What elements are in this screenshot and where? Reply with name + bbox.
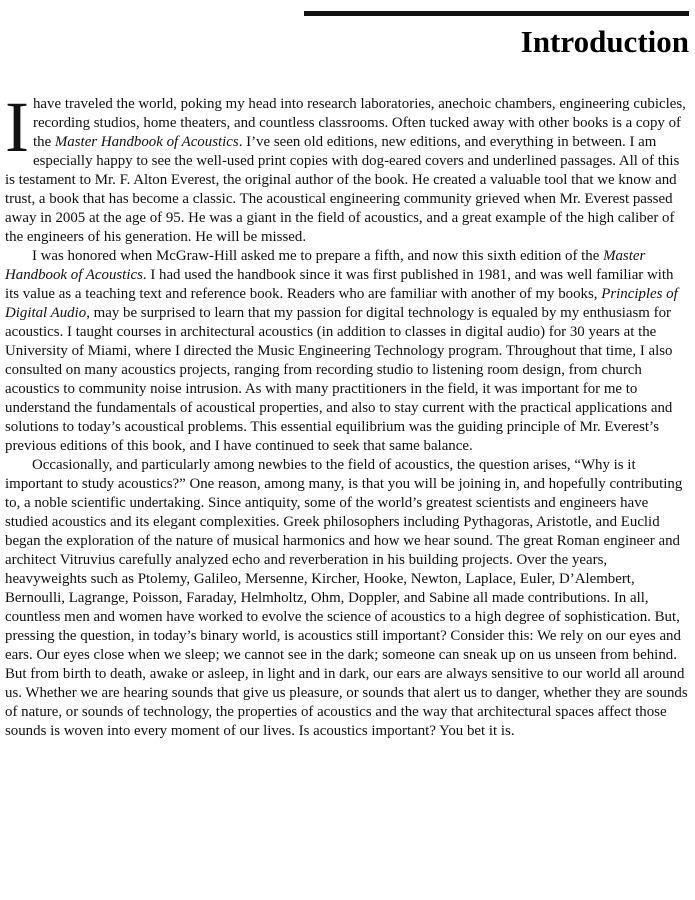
header-rule bbox=[304, 11, 689, 16]
paragraph-2 bbox=[5, 247, 690, 456]
chapter-title: Introduction bbox=[520, 24, 689, 59]
paragraph-2-text-c: , may be surprised to learn that my passion for digital technology is equaled by my enthusiasm for acoustics. I taught courses in architectural acoustics (in addition to classes in digital audio) for 30 years at the University of Miami, where I directed the Music Engineering Technology program. Throughout that time, I also consulted on many acoustics projects, ranging from recording studio to listening room design, from church acoustics to community noise intrusion. As with many practitioners in the field, it was important for me to understand the fundamentals of acoustical properties, and also to stay current with the practical applications and solutions to today’s acoustical problems. This essential equilibrium was the guiding principle of Mr. Everest’s previous editions of this book, and I have continued to seek that same balance. bbox=[5, 305, 673, 454]
book-title: Principles of Digital Audio bbox=[5, 286, 678, 321]
paragraph-1-text-a: have traveled the world, poking my head into research laboratories, anechoic chambers, engineering cubicles, recording studios, home theaters, and countless classrooms. Often tucked away with other books is a copy of the bbox=[32, 96, 686, 150]
paragraph-1-text-b: . I’ve seen old editions, new editions, and everything in between. I am especially happy to see the well-used print copies with dog-eared covers and underlined passages. All of this is testament to Mr. F. Alton Everest, the original author of the book. He created a valuable tool that we know and trust, a book that has become a classic. The acoustical engineering community grieved when Mr. Everest passed away in 2005 at the age of 95. He was a giant in the field of acoustics, and a great example of the high caliber of the engineers of his generation. He will be missed. bbox=[5, 134, 680, 245]
book-title: Master Handbook of Acoustics bbox=[54, 134, 239, 150]
chapter-body bbox=[5, 87, 690, 741]
paragraph-2-text-b: . I had used the handbook since it was first published in 1981, and was well familiar with its value as a teaching text and reference book. Readers who are familiar with another of my books, bbox=[5, 267, 674, 302]
paragraph-2-text-a: I was honored when McGraw-Hill asked me to prepare a fifth, and now this sixth edition of the bbox=[32, 248, 604, 264]
paragraph-3-text: Occasionally, and particularly among newbies to the field of acoustics, the question arises, “Why is it important to study acoustics?” One reason, among many, is that you will be joining in, and hopefully contributing to, a noble scientific undertaking. Since antiquity, some of the world’s greatest scientists and engineers have studied acoustics and its elegant complexities. Greek philosophers including Pythagoras, Aristotle, and Euclid began the exploration of the nature of musical harmonics and how we hear sound. The great Roman engineer and architect Vitruvius carefully analyzed echo and reverberation in his building projects. Over the years, heavyweights such as Ptolemy, Galileo, Mersenne, Kircher, Hooke, Newton, Laplace, Euler, D’Alembert, Bernoulli, Lagrange, Poisson, Faraday, Helmholtz, Ohm, Doppler, and Sabine all made contributions. In all, countless men and women have worked to evolve the science of acoustics to a high degree of sophistication. But, pressing the question, in today’s binary world, is acoustics still important? Consider this: We rely on our eyes and ears. Our eyes close when we sleep; we cannot see in the dark; someone can sneak up on us unseen from behind. But from birth to death, awake or asleep, in light and in dark, our ears are always sensitive to our world all around us. Whether we are hearing sounds that give us pleasure, or sounds that alert us to danger, whether they are sounds of nature, or sounds of technology, the properties of acoustics and the way that architectural spaces affect those sounds is woven into every moment of our lives. Is acoustics important? You bet it is. bbox=[5, 457, 688, 739]
paragraph-3 bbox=[5, 456, 690, 741]
drop-cap: I bbox=[5, 87, 29, 167]
paragraph-1 bbox=[5, 87, 690, 247]
book-title: Master Handbook of Acoustics bbox=[5, 248, 646, 283]
